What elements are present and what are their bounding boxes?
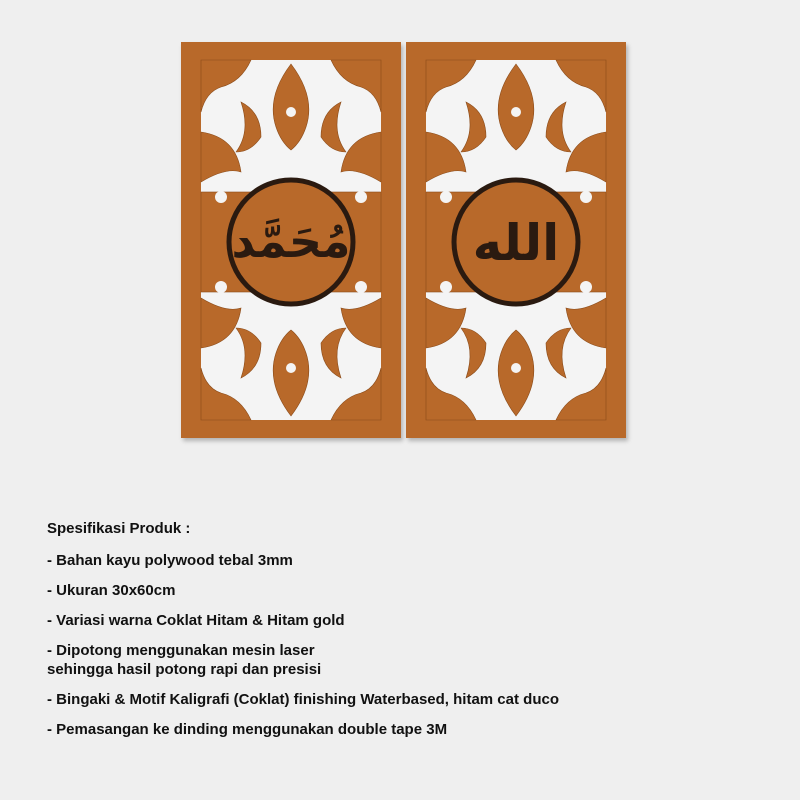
specs-title: Spesifikasi Produk : [47, 520, 191, 537]
product-photo [150, 30, 650, 450]
product-specifications [47, 520, 767, 750]
spec-item-mounting: - Pemasangan ke dinding menggunakan double tape 3M [47, 721, 448, 738]
spec-item-material: - Bahan kayu polywood tebal 3mm [47, 552, 293, 569]
spec-item-finishing: - Bingaki & Motif Kaligrafi (Coklat) finishing Waterbased, hitam cat duco [47, 691, 559, 708]
spec-item-size: - Ukuran 30x60cm [47, 582, 176, 599]
calligraphy-muhammad: مُحَمَّد [231, 214, 351, 268]
spec-item-laser-cut: - Dipotong menggunakan mesin laser sehingga hasil potong rapi dan presisi [47, 642, 322, 678]
calligraphy-panel-left [181, 42, 401, 438]
spec-item-color-variant: - Variasi warna Coklat Hitam & Hitam gold [47, 612, 345, 629]
specs-list [47, 551, 767, 739]
calligraphy-panel-right [406, 42, 626, 438]
calligraphy-allah: الله [472, 214, 560, 272]
carved-pattern-left [181, 42, 401, 438]
carved-pattern-right [406, 42, 626, 438]
